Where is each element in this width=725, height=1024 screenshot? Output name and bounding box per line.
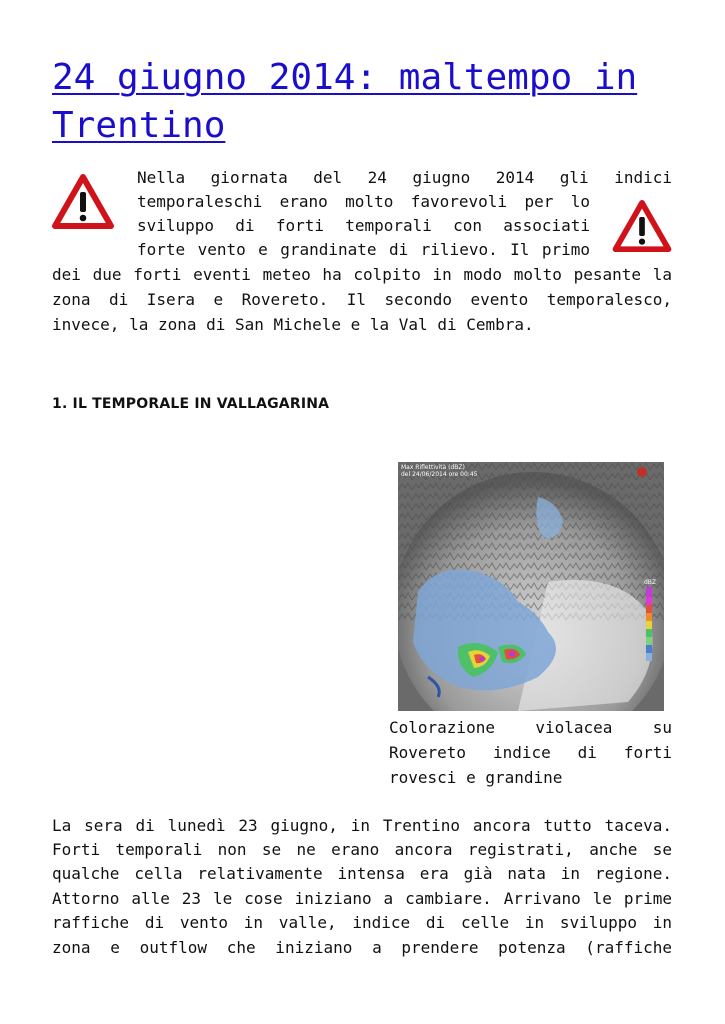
body-line: raffiche di vento in valle, indice di celle in sviluppo in (52, 913, 672, 932)
warning-sign-icon (52, 174, 114, 230)
figure-caption: Rovereto indice di forti (389, 743, 672, 762)
figure-caption: rovesci e grandine (389, 768, 563, 787)
intro-line: zona di Isera e Rovereto. Il secondo evento temporalesco, (52, 290, 672, 309)
page-title[interactable]: 24 giugno 2014: maltempo in Trentino (52, 57, 638, 146)
body-line: Forti temporali non se ne erano ancora registrati, anche se (52, 840, 672, 859)
radar-map-graphic (398, 462, 664, 711)
intro-line: sviluppo di forti temporali con associati (137, 216, 590, 235)
body-line: zona e outflow che iniziano a prendere potenza (raffiche (52, 938, 672, 957)
radar-map-image[interactable] (398, 462, 664, 711)
body-line: La sera di lunedì 23 giugno, in Trentino ancora tutto taceva. (52, 816, 672, 835)
intro-line: forte vento e grandinate di rilievo. Il primo (137, 240, 590, 259)
intro-line: temporaleschi erano molto favorevoli per lo (137, 192, 590, 211)
radar-timestamp: del 24/06/2014 ore 00:45 (401, 471, 478, 478)
radar-scale-unit: dBZ (644, 579, 657, 586)
intro-line: dei due forti eventi meteo ha colpito in modo molto pesante la (52, 265, 672, 284)
intro-line: Nella giornata del 24 giugno 2014 gli indici (137, 168, 672, 187)
warning-sign-icon (612, 200, 672, 253)
intro-line: invece, la zona di San Michele e la Val di Cembra. (52, 315, 534, 334)
radar-header: Max Riflettività (dBZ) (401, 464, 465, 471)
body-line: qualche cella relativamente intensa era già nata in regione. (52, 864, 672, 883)
section-heading: 1. IL TEMPORALE IN VALLAGARINA (52, 396, 330, 412)
body-line: Attorno alle 23 le cose iniziano a cambiare. Arrivano le prime (52, 889, 672, 908)
figure-caption: Colorazione violacea su (389, 718, 672, 737)
